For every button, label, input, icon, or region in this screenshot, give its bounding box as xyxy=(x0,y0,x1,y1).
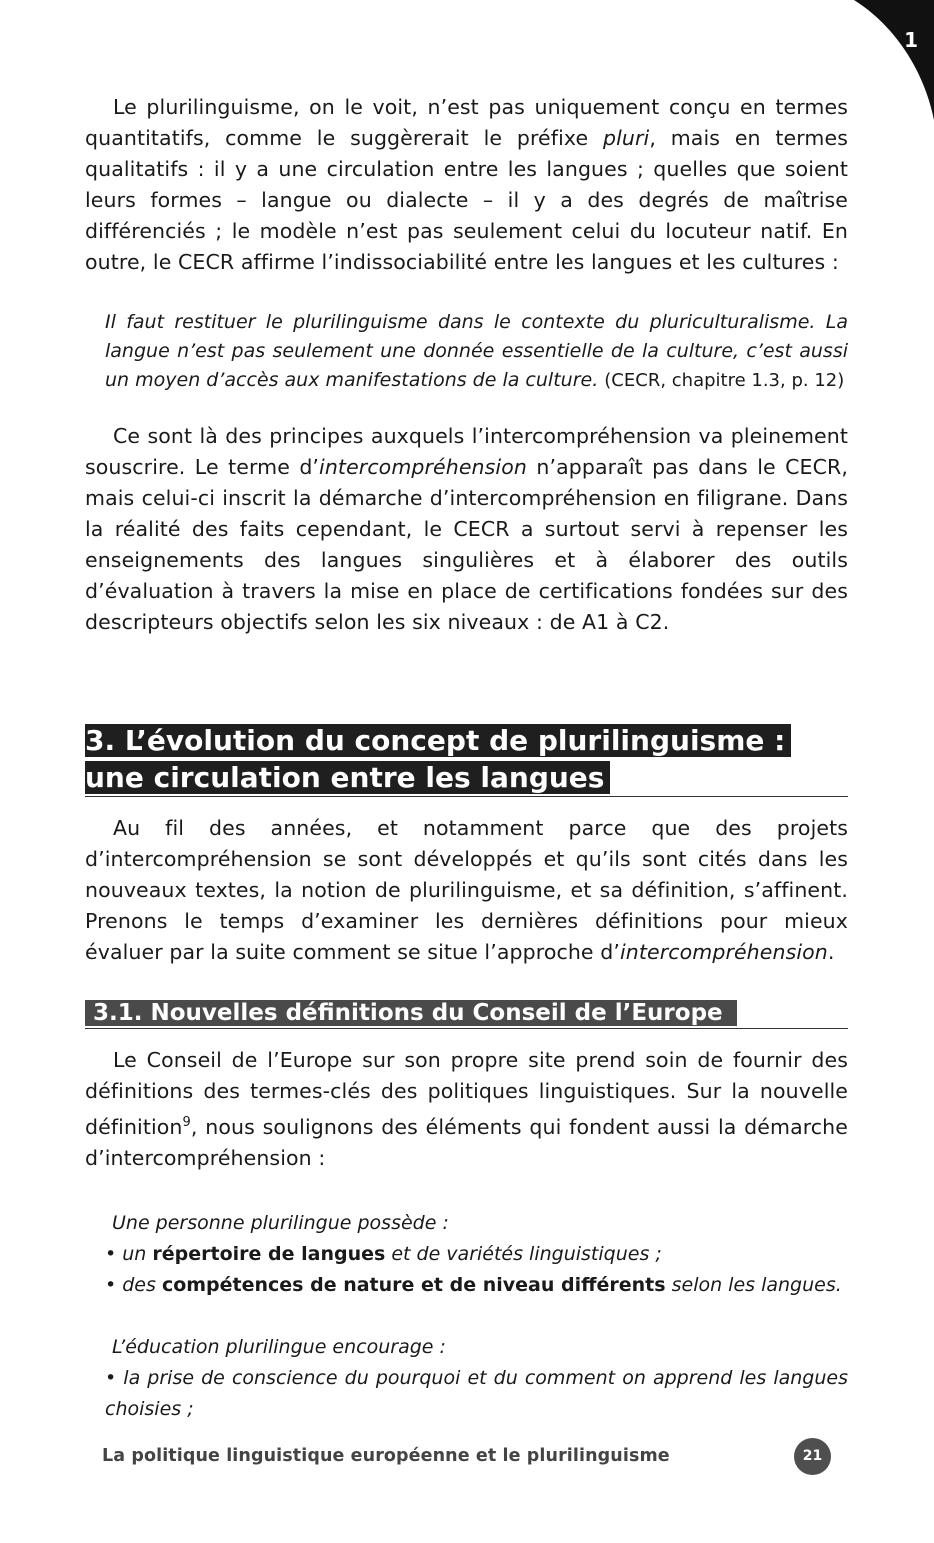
list-intro: Une personne plurilingue possède : xyxy=(112,1211,449,1234)
subsection-heading: 3.1. Nouvelles définitions du Conseil de l’Europe xyxy=(85,998,848,1029)
paragraph-principes: Ce sont là des principes auxquels l’intercompréhension va pleinement souscrire. Le terme d’intercompréhension n’apparaît pas dans le CECR, mais celui-ci inscrit la démarche d’intercompréhension en filigrane. Dans la réalité des faits cependant, le CECR a surtout servi à repenser les enseignements des langues singulières et à élaborer des outils d’évaluation à travers la mise en place de certifications fondées sur des descripteurs objectifs selon les six niveaux : de A1 à C2. xyxy=(85,424,848,634)
paragraph-plurilinguisme: Le plurilinguisme, on le voit, n’est pas uniquement conçu en termes quantitatifs, comme le suggèrerait le préfixe pluri, mais en termes qualitatifs : il y a une circulation entre les langues ; quelles que soient leurs formes – langue ou dialecte – il y a des degrés de maîtrise différenciés ; le modèle n’est pas seulement celui du locuteur natif. En outre, le CECR affirme l’indissociabilité entre les langues et les cultures : xyxy=(85,95,848,274)
page-body xyxy=(85,92,848,1425)
section-heading: 3. L’évolution du concept de plurilinguisme : une circulation entre les langues xyxy=(85,722,848,797)
list-item: • des compétences de nature et de niveau différents selon les langues. xyxy=(105,1273,842,1296)
chapter-corner-tab xyxy=(854,0,934,120)
blockquote-cecr: Il faut restituer le plurilinguisme dans le contexte du pluriculturalisme. La langue n’est pas seulement une donnée essentielle de la culture, c’est aussi un moyen d’accès aux manifestations de la culture. (CECR, chapitre 1.3, p. 12) xyxy=(105,311,848,391)
list-intro: L’éducation plurilingue encourage : xyxy=(112,1335,446,1358)
quote-reference: (CECR, chapitre 1.3, p. 12) xyxy=(604,370,845,391)
paragraph-conseil: Le Conseil de l’Europe sur son propre site prend soin de fournir des définitions des termes-clés des politiques linguistiques. Sur la nouvelle définition$^9$, nous soulignons des éléments qui fondent aussi la démarche d’intercompréhension : xyxy=(85,1048,848,1170)
page-number-badge: 21 xyxy=(794,1438,831,1475)
list-item: • un répertoire de langues et de variétés linguistiques ; xyxy=(105,1242,662,1265)
footnote-marker: 9 xyxy=(182,1115,191,1130)
chapter-number: 1 xyxy=(904,28,918,52)
definition-list xyxy=(85,1208,848,1425)
footer-title: La politique linguistique européenne et le plurilinguisme xyxy=(102,1446,670,1466)
paragraph-evolution: Au fil des années, et notamment parce que des projets d’intercompréhension se sont développés et qu’ils sont cités dans les nouveaux textes, la notion de plurilinguisme, et sa définition, s’affinent. Prenons le temps d’examiner les dernières définitions pour mieux évaluer par la suite comment se situe l’approche d’intercompréhension. xyxy=(85,816,848,964)
list-item: • la prise de conscience du pourquoi et du comment on apprend les langues choisies ; xyxy=(105,1366,848,1420)
